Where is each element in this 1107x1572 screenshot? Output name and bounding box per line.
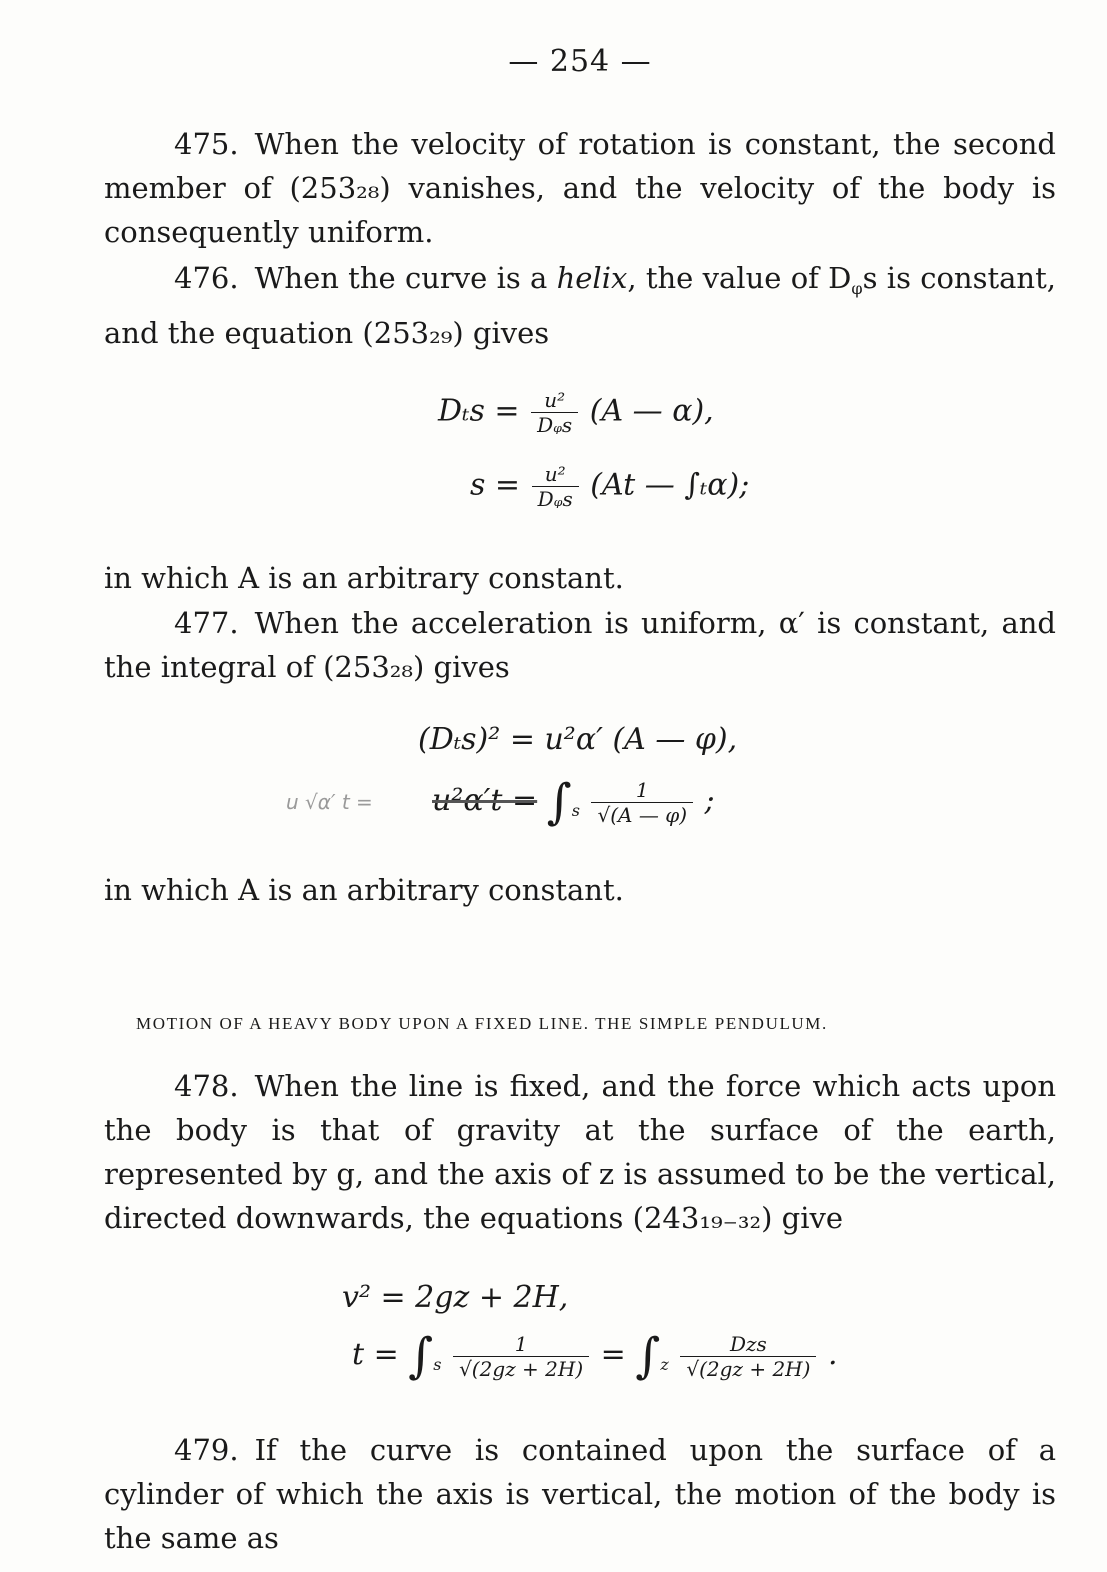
paragraph-after-476: in which A is an arbitrary constant. [104,561,624,595]
fraction [453,1332,589,1381]
paragraph-number: 477. [174,606,239,640]
denominator: √(2gz + 2H) [686,1356,811,1381]
paragraph-text: When the line is fixed, and the force which acts upon the body is that of gravity at the surface of the earth, represented by g, and the axis of z is assumed to be the vertical, directed downwards, the equations (243₁₉₋₃₂) give [104,1069,1056,1235]
paragraph-text: , the value of D [627,261,852,295]
paragraph-475 [104,122,1056,254]
paragraph-479 [104,1428,1056,1560]
numerator: u² [531,388,578,413]
denominator: Dᵩs [537,413,573,437]
subscript: φ [851,279,863,298]
integral-subscript: z [660,1355,669,1374]
eq-lhs: u²α′t = [432,783,538,818]
equation-478-line1: v² = 2gz + 2H, [342,1280,569,1315]
numerator: 1 [453,1332,589,1357]
integral-subscript: s [571,801,580,820]
paragraph-text: When the curve is a [254,261,557,295]
fraction [591,778,693,827]
equation-478-line2 [352,1328,838,1384]
integral-sign: ∫ [546,774,572,830]
paragraph-text: When the acceleration is uniform, α′ is constant, and the integral of (253₂₈) gives [104,606,1056,684]
emphasis-helix: helix [556,261,628,295]
eq-lhs: Dₜs = [438,393,520,429]
section-heading: MOTION OF A HEAVY BODY UPON A FIXED LINE. THE SIMPLE PENDULUM. [136,1014,828,1033]
paragraph-number: 478. [174,1069,239,1103]
eq-rhs: (A — α), [589,393,714,429]
paragraph-number: 475. [174,127,239,161]
eq-lhs: t = [352,1337,399,1372]
integral-sign: ∫ [635,1328,661,1384]
page-number: — 254 — [508,44,652,79]
equation-477-line2 [432,774,715,830]
handwritten-annotation: u √α′ t = [286,790,373,814]
denominator: Dᵩs [537,487,573,511]
denominator: √(2gz + 2H) [459,1356,584,1381]
paragraph-text: When the velocity of rotation is constant, the second member of (253₂₈) vanishes, and the velocity of the body is consequently uniform. [104,127,1056,249]
paragraph-477 [104,601,1056,689]
paragraph-number: 476. [174,261,239,295]
paragraph-after-477: in which A is an arbitrary constant. [104,873,624,907]
numerator: 1 [591,778,693,803]
denominator: √(A — φ) [597,802,687,827]
paragraph-text: If the curve is contained upon the surface of a cylinder of which the axis is vertical, the motion of the body is the same as [104,1433,1056,1555]
integral-sign: ∫ [408,1328,434,1384]
paragraph-text: s is constant, and the equation (253₂₉) gives [104,261,1056,350]
paragraph-478 [104,1064,1056,1240]
eq-lhs: s = [470,467,521,503]
equation-477-line1: (Dₜs)² = u²α′ (A — φ), [418,722,738,757]
equation-476-line1 [438,388,714,437]
eq-end: ; [704,783,715,818]
integral-subscript: s [433,1355,442,1374]
numerator: Dzs [680,1332,816,1357]
numerator: u² [532,462,579,487]
paragraph-476 [104,256,1056,355]
fraction [680,1332,816,1381]
fraction [531,388,578,437]
equals-sign: = [600,1337,626,1372]
equation-476-line2 [470,462,749,511]
fraction [532,462,579,511]
eq-end: . [827,1337,838,1372]
paragraph-number: 479. [174,1433,239,1467]
eq-rhs: (At — ∫ₜα); [590,467,750,503]
